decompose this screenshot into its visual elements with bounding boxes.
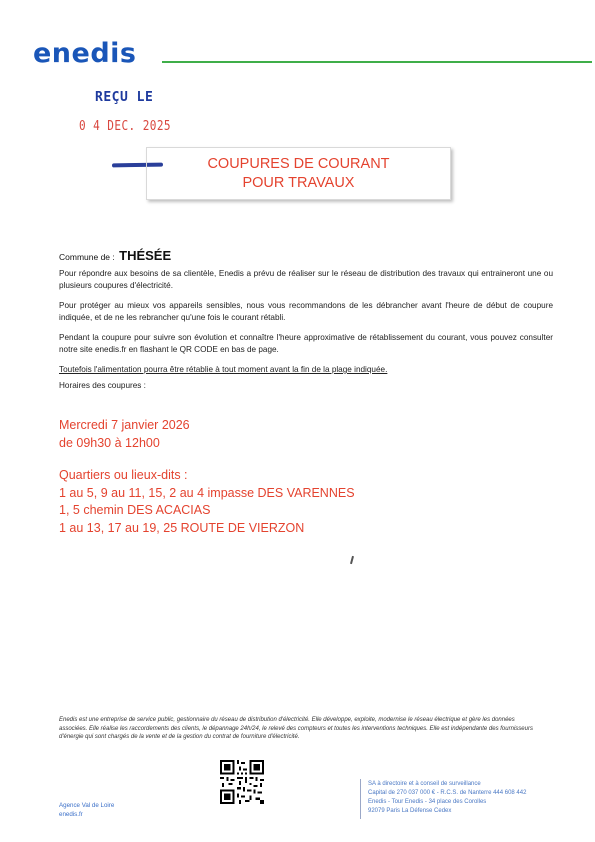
- company-line: Capital de 270 037 000 € - R.C.S. de Nanterre 444 608 442: [368, 790, 527, 796]
- scan-speck: [350, 556, 354, 564]
- agency-name: Agence Val de Loire: [59, 802, 115, 809]
- commune-line: [59, 248, 171, 263]
- commune-label: Commune de :: [59, 252, 115, 262]
- intro-paragraph: Pour répondre aux besoins de sa clientèle, Enedis a prévu de réaliser sur le réseau de distribution des travaux qui entraineront une ou plusieurs coupures d'électricité.: [59, 269, 553, 290]
- received-stamp-label: REÇU LE: [95, 90, 154, 105]
- footer-divider: [360, 779, 361, 819]
- commune-name: THÉSÉE: [119, 248, 172, 263]
- locations-block: [59, 467, 355, 537]
- follow-up-paragraph: Pendant la coupure pour suivre son évolution et connaître l'heure approximative de rétablissement du courant, vous pouvez consulter notre site enedis.fr en flashant le QR CODE en bas de page.: [59, 333, 553, 354]
- agency-site-link[interactable]: enedis.fr: [59, 810, 83, 818]
- company-line: Enedis - Tour Enedis - 34 place des Corolles: [368, 799, 487, 805]
- company-line: 92079 Paris La Défense Cedex: [368, 808, 452, 814]
- page-title: [207, 155, 389, 193]
- title-line-2: POUR TRAVAUX: [242, 174, 355, 191]
- qr-code-icon[interactable]: [220, 760, 264, 804]
- enedis-logo: enedis: [33, 38, 137, 69]
- schedule-block: [59, 417, 190, 452]
- location-item: 1, 5 chemin DES ACACIAS: [59, 503, 211, 517]
- agency-info: [59, 802, 114, 819]
- company-line: SA à directoire et à conseil de surveillance: [368, 781, 481, 787]
- schedule-date: Mercredi 7 janvier 2026: [59, 418, 190, 432]
- title-line-1: COUPURES DE COURANT: [207, 155, 390, 172]
- schedule-label: Horaires des coupures :: [59, 381, 146, 390]
- protection-paragraph: Pour protéger au mieux vos appareils sensibles, nous vous recommandons de les débrancher avant l'heure de début de coupure indiquée, et de ne les rebrancher qu'une fois le courant rétabli.: [59, 301, 553, 322]
- disclaimer-paragraph: Toutefois l'alimentation pourra être rétablie à tout moment avant la fin de la plage indiquée.: [59, 365, 388, 374]
- schedule-time: de 09h30 à 12h00: [59, 435, 160, 450]
- location-item: 1 au 5, 9 au 11, 15, 2 au 4 impasse DES VARENNES: [59, 485, 355, 500]
- company-info: [368, 780, 526, 816]
- title-box: [146, 147, 451, 200]
- received-stamp-date: 0 4 DEC. 2025: [79, 119, 172, 134]
- locations-heading: Quartiers ou lieux-dits :: [59, 468, 188, 482]
- location-item: 1 au 13, 17 au 19, 25 ROUTE DE VIERZON: [59, 520, 305, 535]
- legal-footer: Enedis est une entreprise de service public, gestionnaire du réseau de distribution d'électricité. Elle développe, exploite, modernise le réseau électrique et gère les données associées. Elle réalise les raccordements des clients, le dépannage 24h/24, le relevé des compteurs et toutes les interventions techniques. Elle est indépendante des fournisseurs d'énergie qui sont chargés de la vente et de la gestion du contrat de fourniture d'électricité.: [59, 717, 533, 740]
- header-divider: [162, 61, 592, 63]
